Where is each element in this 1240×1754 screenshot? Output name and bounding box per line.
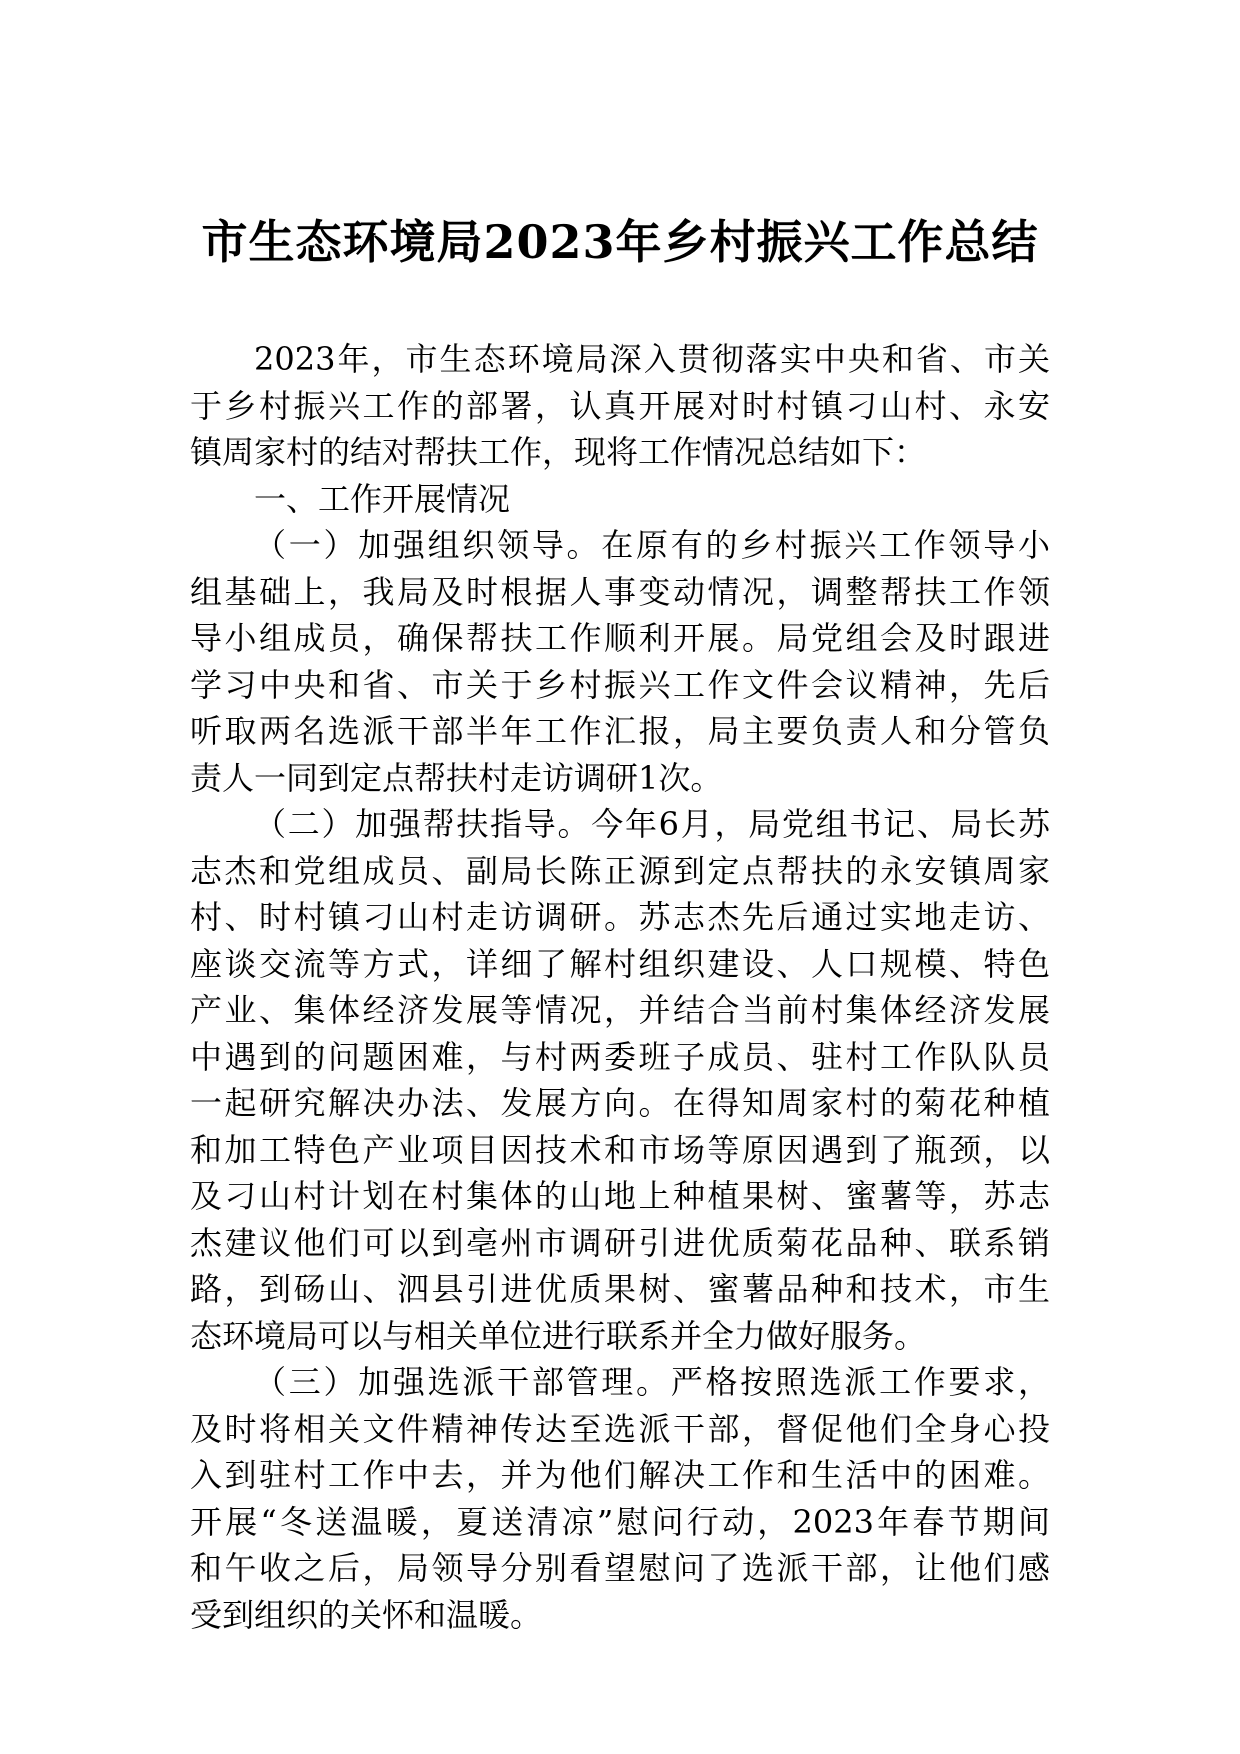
text-line: （二）加强帮扶指导。今年6月，局党组书记、局长苏	[254, 805, 1050, 843]
text-line: 产业、集体经济发展等情况，并结合当前村集体经济发展	[190, 991, 1050, 1029]
text-line: 和午收之后，局领导分别看望慰问了选派干部，让他们感	[190, 1549, 1050, 1587]
text-line: 志杰和党组成员、副局长陈正源到定点帮扶的永安镇周家	[190, 851, 1050, 890]
text-line: 于乡村振兴工作的部署，认真开展对时村镇刁山村、永安	[190, 386, 1050, 425]
text-line: 座谈交流等方式，详细了解村组织建设、人口规模、特色	[190, 944, 1050, 983]
text-line: 态环境局可以与相关单位进行联系并全力做好服务。	[190, 1316, 927, 1355]
text-line: （三）加强选派干部管理。严格按照选派工作要求，	[254, 1363, 1050, 1401]
text-line: 村、时村镇刁山村走访调研。苏志杰先后通过实地走访、	[190, 898, 1050, 936]
document-body	[190, 336, 1050, 1638]
text-line: 导小组成员，确保帮扶工作顺利开展。局党组会及时跟进	[190, 619, 1050, 657]
text-line: 及刁山村计划在村集体的山地上种植果树、蜜薯等，苏志	[190, 1177, 1050, 1215]
text-line: 入到驻村工作中去，并为他们解决工作和生活中的困难。	[190, 1456, 1050, 1494]
text-line: 杰建议他们可以到亳州市调研引进优质菊花品种、联系销	[190, 1223, 1050, 1262]
text-line: （一）加强组织领导。在原有的乡村振兴工作领导小	[254, 526, 1050, 564]
text-line: 和加工特色产业项目因技术和市场等原因遇到了瓶颈，以	[190, 1130, 1050, 1169]
text-line: 组基础上，我局及时根据人事变动情况，调整帮扶工作领	[190, 572, 1050, 611]
text-line: 及时将相关文件精神传达至选派干部，督促他们全身心投	[190, 1409, 1050, 1448]
document-title: 市生态环境局2023年乡村振兴工作总结	[201, 215, 1039, 269]
text-line: 一起研究解决办法、发展方向。在得知周家村的菊花种植	[190, 1084, 1050, 1122]
text-line: 听取两名选派干部半年工作汇报，局主要负责人和分管负	[190, 712, 1050, 750]
text-line: 2023年，市生态环境局深入贯彻落实中央和省、市关	[254, 340, 1050, 378]
text-line: 镇周家村的结对帮扶工作，现将工作情况总结如下：	[190, 433, 927, 471]
text-line: 学习中央和省、市关于乡村振兴工作文件会议精神，先后	[190, 665, 1050, 704]
text-line: 一、工作开展情况	[254, 479, 511, 518]
text-line: 中遇到的问题困难，与村两委班子成员、驻村工作队队员	[190, 1037, 1050, 1076]
text-line: 受到组织的关怀和温暖。	[190, 1595, 543, 1634]
text-line: 路，到砀山、泗县引进优质果树、蜜薯品种和技术，市生	[190, 1270, 1050, 1308]
text-line: 责人一同到定点帮扶村走访调研1次。	[190, 758, 723, 797]
text-line: 开展“冬送温暖，夏送清凉”慰问行动，2023年春节期间	[190, 1502, 1050, 1541]
